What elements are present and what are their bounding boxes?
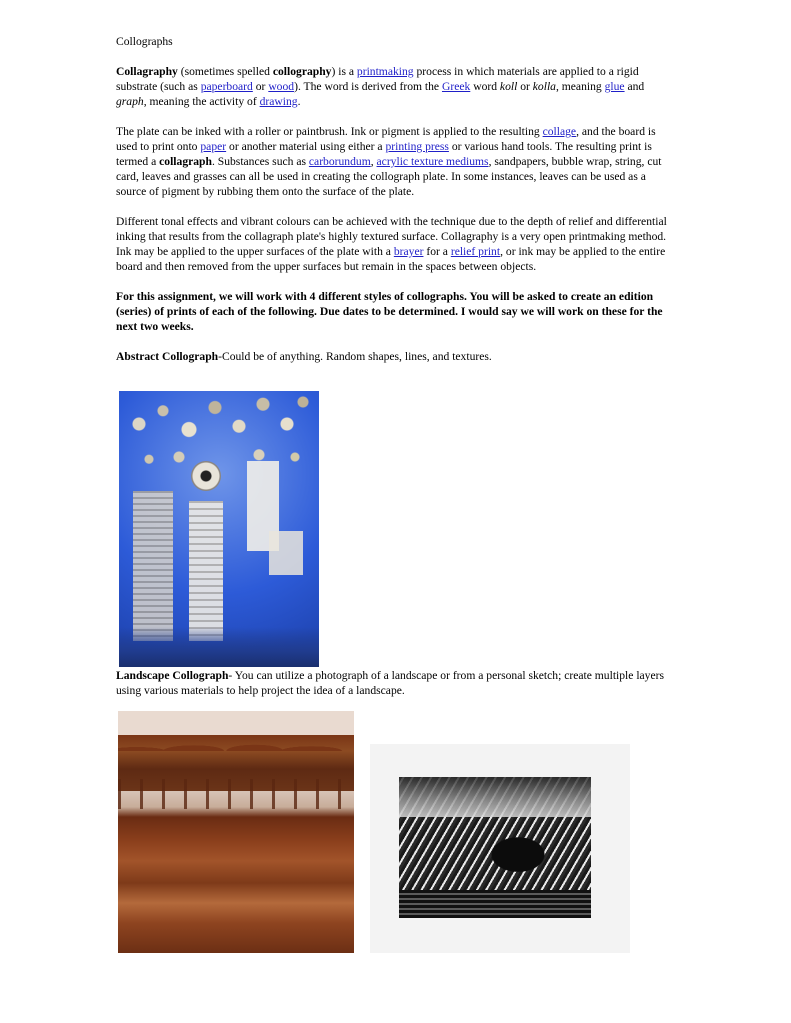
- assignment-paragraph: For this assignment, we will work with 4 different styles of collographs. You will be asked to create an edition (series) of prints of each of the following. Due dates to be determined. I would say we will work on these for the next two weeks.: [116, 290, 663, 333]
- link-paper[interactable]: paper: [200, 140, 227, 153]
- link-wood[interactable]: wood: [268, 80, 295, 93]
- link-paperboard[interactable]: paperboard: [200, 80, 253, 93]
- term-collography: collography: [272, 65, 332, 78]
- link-printmaking[interactable]: printmaking: [356, 65, 414, 78]
- inking-paragraph: The plate can be inked with a roller or paintbrush. Ink or pigment is applied to the resulting collage, and the board is used to print onto paper or another material using either a printing press or various hand tools. The resulting print is termed a collagraph. Substances such as carborundum, acrylic texture mediums, sandpapers, bubble wrap, string, cut card, leaves and grasses can all be used in creating the collograph plate. In some instances, leaves can be used as a source of pigment by rubbing them onto the surface of the plate.: [116, 125, 662, 198]
- page-title: Collographs: [116, 35, 173, 48]
- link-greek[interactable]: Greek: [441, 80, 471, 93]
- link-collage[interactable]: collage: [542, 125, 577, 138]
- intro-paragraph: Collagraphy (sometimes spelled collography) is a printmaking process in which materials are applied to a rigid substrate (such as paperboard or wood). The word is derived from the Greek word koll or kolla, meaning glue and graph, meaning the activity of drawing.: [116, 65, 645, 108]
- link-carborundum[interactable]: carborundum: [308, 155, 371, 168]
- link-drawing[interactable]: drawing: [259, 95, 298, 108]
- document-body: [116, 34, 674, 364]
- link-relief-print[interactable]: relief print: [450, 245, 501, 258]
- link-glue[interactable]: glue: [604, 80, 625, 93]
- tonal-effects-paragraph: Different tonal effects and vibrant colours can be achieved with the technique due to the depth of relief and differential inking that results from the collagraph plate's highly textured surface. Collagraphy is a very open printmaking method. Ink may be applied to the upper surfaces of the plate with a brayer for a relief print, or ink may be applied to the entire board and then removed from the upper surfaces but remain in the spaces between objects.: [116, 215, 667, 273]
- landscape-heading: Landscape Collograph- You can utilize a photograph of a landscape or from a personal sketch; create multiple layers using various materials to help project the idea of a landscape.: [116, 669, 665, 697]
- term-collagraphy: Collagraphy: [116, 65, 178, 78]
- landscape-collograph-image: [118, 711, 354, 953]
- term-collagraph: collagraph: [159, 155, 212, 168]
- abstract-collograph-image: [119, 391, 319, 667]
- landscape-label: Landscape Collograph: [116, 669, 229, 682]
- landscape-section: [116, 668, 674, 698]
- link-acrylic-texture-mediums[interactable]: acrylic texture mediums: [376, 155, 489, 168]
- link-printing-press[interactable]: printing press: [385, 140, 449, 153]
- abstract-heading: Abstract Collograph-Could be of anything. Random shapes, lines, and textures.: [116, 350, 492, 363]
- wave-collograph-image: [399, 777, 591, 918]
- link-brayer[interactable]: brayer: [393, 245, 424, 258]
- abstract-label: Abstract Collograph: [116, 350, 219, 363]
